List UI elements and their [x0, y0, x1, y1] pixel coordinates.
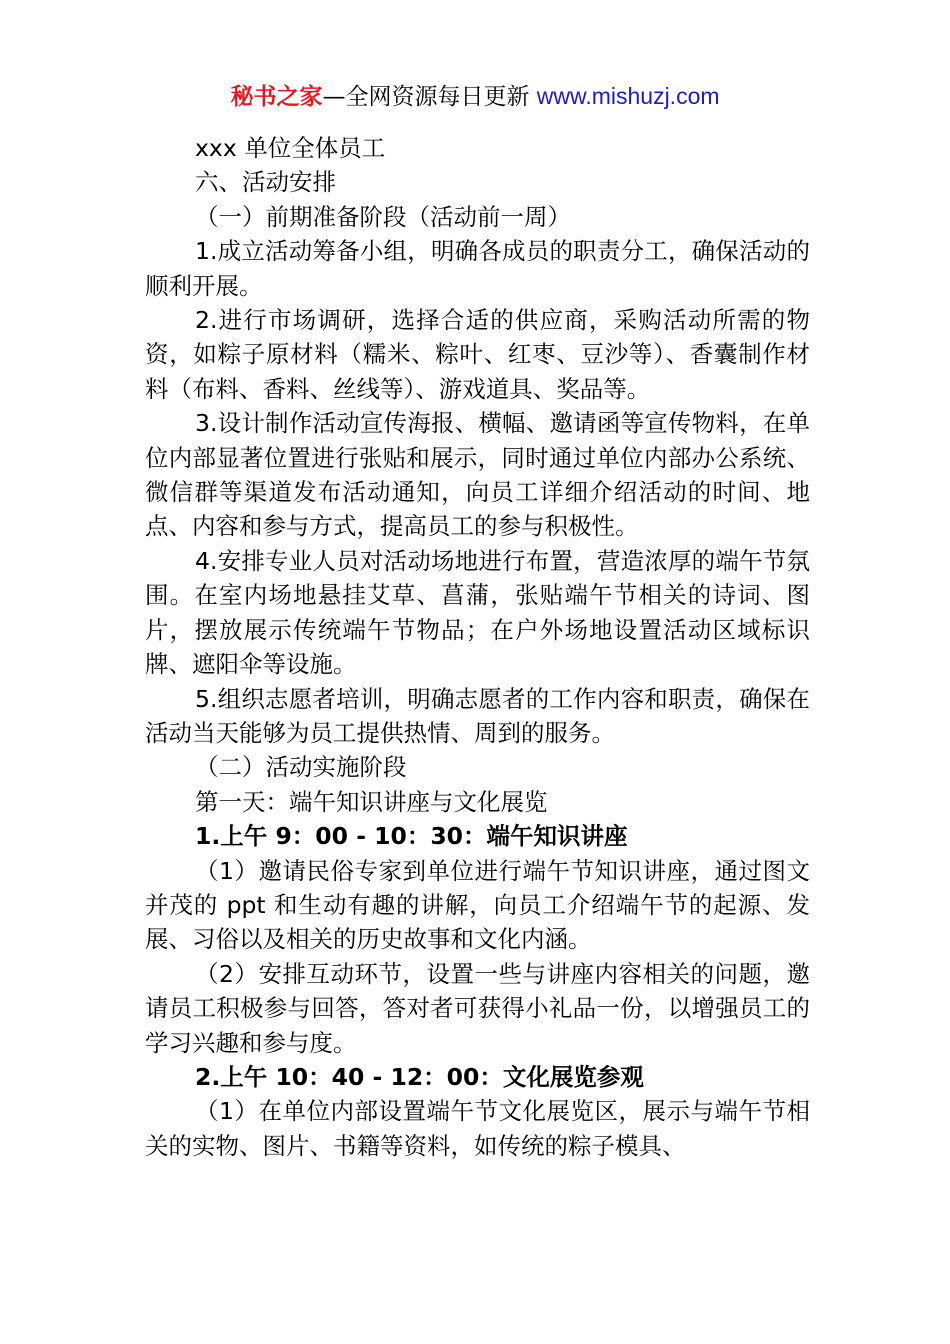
- body-paragraph: 2.进行市场调研，选择合适的供应商，采购活动所需的物资，如粽子原材料（糯米、粽叶、红枣、豆沙等）、香囊制作材料（布料、香料、丝线等）、游戏道具、奖品等。: [145, 306, 810, 403]
- site-url[interactable]: www.mishuzj.com: [536, 83, 720, 109]
- body-paragraph: （2）安排互动环节，设置一些与讲座内容相关的问题，邀请员工积极参与回答，答对者可获得小礼品一份，以增强员工的学习兴趣和参与度。: [145, 959, 810, 1057]
- header-slogan: —全网资源每日更新: [322, 84, 530, 110]
- day-heading: 第一天：端午知识讲座与文化展览: [195, 787, 548, 816]
- body-paragraph: 5.组织志愿者培训，明确志愿者的工作内容和职责，确保在活动当天能够为员工提供热情、周到的服务。: [145, 684, 810, 747]
- subsection-heading: （二）活动实施阶段: [195, 753, 407, 782]
- subsection-heading: （一）前期准备阶段（活动前一周）: [195, 202, 571, 231]
- body-paragraph: （1）邀请民俗专家到单位进行端午节知识讲座，通过图文并茂的 ppt 和生动有趣的讲解，向员工介绍端午节的起源、发展、习俗以及相关的历史故事和文化内涵。: [145, 856, 810, 954]
- body-paragraph: 3.设计制作活动宣传海报、横幅、邀请函等宣传物料，在单位内部显著位置进行张贴和展示，同时通过单位内部办公系统、微信群等渠道发布活动通知，向员工详细介绍活动的时间、地点、内容和参与方式，提高员工的参与积极性。: [145, 409, 810, 541]
- section-heading: 六、活动安排: [195, 168, 336, 197]
- schedule-heading: 2.上午 10：40 - 12：00：文化展览参观: [195, 1062, 644, 1091]
- body-paragraph: 1.成立活动筹备小组，明确各成员的职责分工，确保活动的顺利开展。: [145, 237, 810, 300]
- document-body: [145, 131, 810, 1163]
- audience-line: xxx 单位全体员工: [195, 134, 386, 162]
- body-paragraph: （1）在单位内部设置端午节文化展览区，展示与端午节相关的实物、图片、书籍等资料，如传统的粽子模具、: [145, 1097, 810, 1160]
- body-paragraph: 4.安排专业人员对活动场地进行布置，营造浓厚的端午节氛围。在室内场地悬挂艾草、菖蒲，张贴端午节相关的诗词、图片，摆放展示传统端午节物品；在户外场地设置活动区域标识牌、遮阳伞等设施。: [145, 546, 810, 679]
- schedule-heading: 1.上午 9：00 - 10：30：端午知识讲座: [195, 822, 628, 851]
- site-header: [0, 80, 950, 113]
- brand-name: 秘书之家: [230, 84, 323, 110]
